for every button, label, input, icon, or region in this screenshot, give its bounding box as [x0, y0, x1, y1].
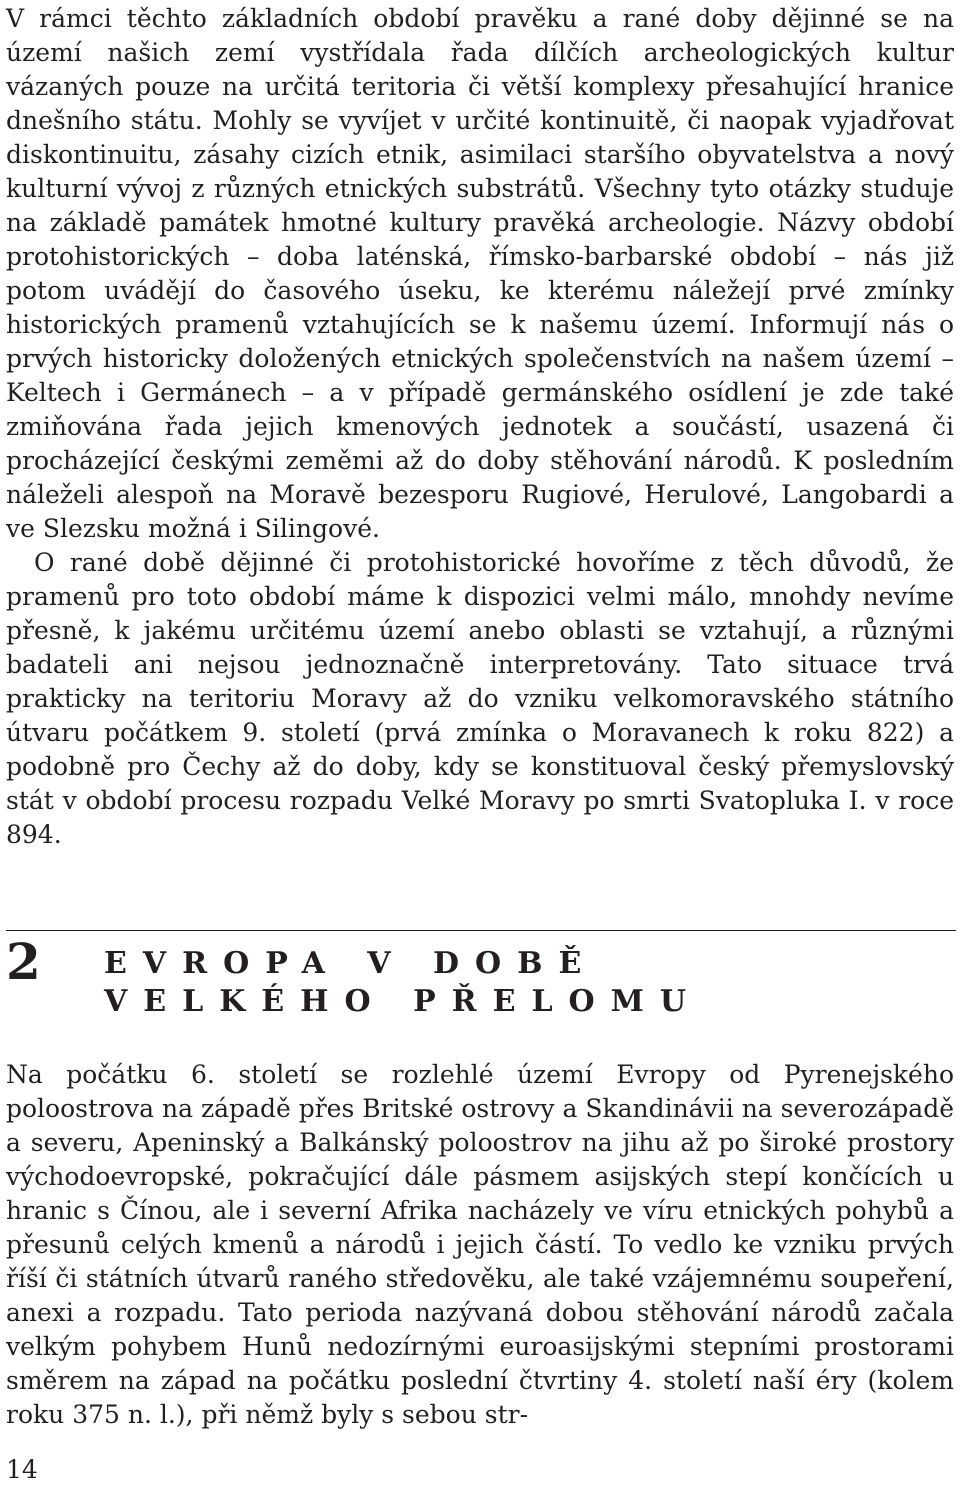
- paragraph: V rámci těchto základních období pravěku a rané doby dějinné se na území našich zemí vystřídala řada dílčích archeologických kultur vázaných pouze na určitá teritoria či větší komplexy přesahující hranice dnešního státu. Mohly se vyvíjet v určité kontinuitě, či naopak vyjadřovat diskontinuitu, zásahy cizích etnik, asimilaci staršího obyvatelstva a nový kulturní vývoj z různých etnických substrátů. Všechny tyto otázky studuje na základě památek hmotné kultury pravěká archeologie. Názvy období protohistorických – doba laténská, římsko-barbarské období – nás již potom uvádějí do časového úseku, ke kterému náležejí prvé zmínky historických pramenů vztahujících se k našemu území. Informují nás o prvých historicky doložených etnických společenstvích na našem území – Keltech i Germánech – a v případě germánského osídlení je zde také zmiňována řada jejich kmenových jednotek a součástí, usazená či procházející českými zeměmi až do doby stěhování národů. K posledním náleželi alespoň na Moravě bezesporu Rugiové, Herulové, Langobardi a ve Slezsku možná i Silingové.: [6, 4, 954, 543]
- paragraph: O rané době dějinné či protohistorické hovoříme z těch důvodů, že pramenů pro toto období máme k dispozici velmi málo, mnohdy nevíme přesně, k jakému určitému území anebo oblasti se vztahují, a různými badateli ani nejsou jednoznačně interpretovány. Tato situace trvá prakticky na teritoriu Moravy až do vzniku velkomoravského státního útvaru počátkem 9. století (prvá zmínka o Moravanech k roku 822) a podobně pro Čechy až do doby, kdy se konstituoval český přemyslovský stát v období procesu rozpadu Velké Moravy po smrti Svatopluka I. v roce 894.: [6, 548, 954, 849]
- text-block-bottom: [6, 1058, 954, 1432]
- page-number: 14: [6, 1455, 38, 1484]
- chapter-number: 2: [6, 932, 41, 991]
- text-block-top: [6, 2, 954, 852]
- paragraph: Na počátku 6. století se rozlehlé území Evropy od Pyrenejského poloostrova na západě přes Britské ostrovy a Skandinávii na severozápadě a severu, Apeninský a Balkánský poloostrov na jihu až po široké prostory východoevropské, pokračující dále pásmem asijských stepí končících u hranic s Čínou, ale i severní Afrika nacházely ve víru etnických pohybů a přesunů celých kmenů a národů i jejich částí. To vedlo ke vzniku prvých říší či státních útvarů raného středověku, ale také vzájemnému soupeření, anexi a rozpadu. Tato perioda nazývaná dobou stěhování národů začala velkým pohybem Hunů nedozírnými euroasijskými stepními prostorami směrem na západ na počátku poslední čtvrtiny 4. století naší éry (kolem roku 375 n. l.), při němž byly s sebou str-: [6, 1060, 954, 1429]
- chapter-title: EVROPA V DOBĚ VELKÉHO PŘELOMU: [104, 946, 703, 1019]
- chapter-heading: [6, 930, 956, 1019]
- book-page: [6, 0, 954, 1491]
